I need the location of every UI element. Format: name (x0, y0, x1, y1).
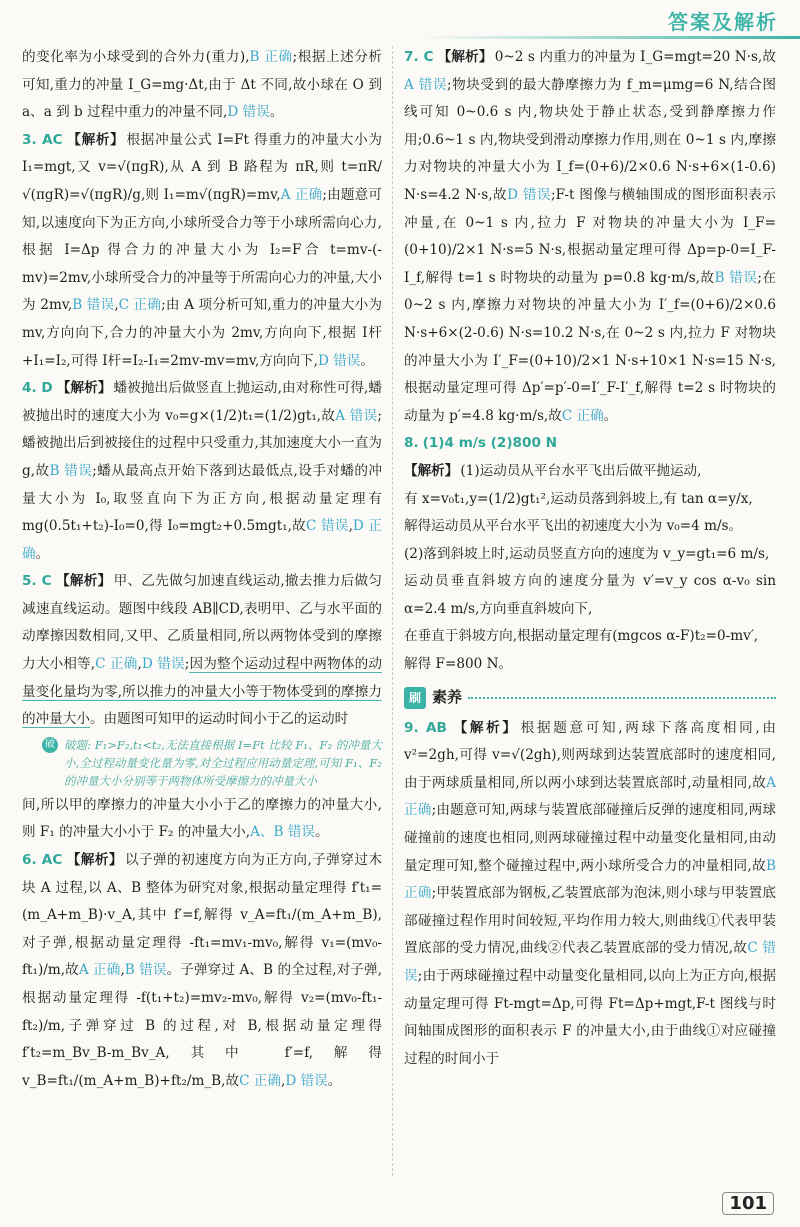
tip-icon: 破 (42, 737, 58, 753)
verdict-wrong: D 错误 (141, 656, 185, 673)
text: , (114, 297, 119, 314)
verdict-correct: C 正确 (118, 297, 162, 314)
text: 。 (360, 352, 374, 369)
answer-q7 (404, 44, 776, 430)
verdict-wrong: D 错误 (227, 104, 270, 121)
verdict-correct: C 正确 (239, 1072, 281, 1089)
text: 间,所以甲的摩擦力的冲量大小小于乙的摩擦力的冲量大小,则 F₁ 的冲量大小小于 F₂ 的冲量大小, (22, 796, 382, 841)
analysis-line: 运动员垂直斜坡方向的速度分量为 v′=v_y cos α-v₀ sin α=2.4 m/s,方向垂直斜坡向下, (404, 573, 776, 617)
text: 。 (603, 407, 618, 424)
text: 。子弹穿过 A、B 的全过程,对子弹,根据动量定理得 -f(t₁+t₂)=mv₂-mv₀,解得 v₂=(mv₀-ft₁-ft₂)/m,子弹穿过 B 的过程,对 B,根据动量定理得 f′t₂=m_Bv_B-m_Bv_A,其中 f′=f,解得 v_B=ft₁/(m_A+m_B)+ft₂/m_B,故 (22, 962, 383, 1089)
verdict-correct: A 正确 (78, 962, 121, 979)
verdict-correct: C 正确 (95, 656, 138, 673)
question-number: 3. AC (22, 131, 63, 148)
verdict-wrong: A 错误 (335, 407, 378, 424)
analysis-line: 在垂直于斜坡方向,根据动量定理有(mgcos α-F)t₂=0-mv′, (404, 628, 759, 645)
text: ;由于两球碰撞过程中动量变化量相同,以向上为正方向,根据动量定理可得 Ft-mgt=Δp,可得 Ft=Δp+mgt,F-t 图线与时间轴围成图形的面积表示 F 的冲量大小,由于曲线①对应碰撞过程的时间小于 (404, 968, 776, 1067)
verdict-wrong: B 错误 (49, 462, 93, 479)
right-column (404, 44, 776, 1073)
section-header (404, 685, 776, 711)
text: 。 (35, 545, 50, 562)
analysis-tag: 【解析】 (55, 573, 112, 590)
analysis-line: 解得运动员从平台水平飞出的初速度大小为 v₀=4 m/s。 (404, 518, 743, 535)
text: ;在 0~2 s 内,摩擦力对物块的冲量大小为 I′_f=(0+6)/2×0.6 N·s+6×(2-0.6) N·s=10.2 N·s,在 0~2 s 内,拉力 F 对物块的冲量大小为 I′_F=(0+10)/2×1 N·s+10×1 N·s=15 N·s,根据动量定理可得 Δp′=p′-0=I′_F-I′_f,解得 t=2 s 时物块的动量为 p′=4.8 kg·m/s,故 (404, 269, 776, 424)
answer-q5 (22, 568, 382, 734)
question-number: 8. (404, 435, 419, 452)
text: ;由题意可知,以速度向下为正方向,小球所受合力等于小球所需向心力,根据 I=Δp 得合力的冲量大小为 I₂=F合 t=mv-(-mv)=2mv,小球所受合力的冲量等于所需向心力的冲量,大小为 2mv, (22, 186, 382, 314)
verdict-wrong: B 错误 (124, 962, 167, 979)
verdict-wrong: B 错误 (714, 269, 758, 286)
section-title: 素养 (432, 687, 463, 706)
page-number: 101 (722, 1192, 774, 1215)
underlined-key-point: 因为整个运动过程中两物体的动量变化量均为零,所以推力的冲量大小等于物体受到的摩擦力的冲量大小 (22, 656, 382, 728)
analysis-line: 解得 F=800 N。 (404, 656, 513, 673)
verdict-wrong: D 错误 (507, 186, 551, 203)
header-rule (420, 36, 800, 39)
text: , (348, 518, 353, 535)
text: ;根据上述分析可知,重力的冲量 I_G=mg·Δt,由于 Δt 不同,故小球在 O 到 a、a 到 b 过程中重力的冲量不同, (22, 49, 382, 121)
text: 根据冲量公式 I=Ft 得重力的冲量大小为 I₁=mgt,又 v=√(πgR),从 A 到 B 路程为 πR,则 t=πR/√(πgR)=√(πgR)/g,则 I₁=m√(πgR)=mv, (22, 131, 383, 203)
text: , (280, 1072, 286, 1089)
analysis-tag: 【解析】 (66, 852, 123, 869)
text: , (137, 656, 142, 673)
text: ;由题意可知,两球与装置底部碰撞后反弹的速度相同,两球碰撞前的速度也相同,则两球碰撞过程中动量变化量相同,由动量定理可知,整个碰撞过程中,两小球所受合力的冲量相同,故 (404, 802, 776, 874)
intro-paragraph (22, 44, 382, 127)
text: 。由题图可知甲的运动时间小于乙的运动时 (89, 711, 349, 728)
answer-q5-tail (22, 792, 382, 847)
analysis-tag: 【解析】 (66, 131, 125, 148)
verdict-correct: D 正确 (22, 518, 382, 562)
text: 0~2 s 内重力的冲量为 I_G=mgt=20 N·s,故 (494, 49, 776, 65)
answer-q6 (22, 847, 382, 1095)
text: , (120, 962, 125, 979)
answer-q4 (22, 375, 382, 568)
text: 。 (327, 1072, 342, 1089)
header-title: 答案及解析 (668, 10, 778, 34)
text: ;F-t 图像与横轴围成的图形面积表示冲量,在 0~1 s 内,拉力 F 对物块的冲量大小为 I_F=(0+10)/2×1 N·s=5 N·s,根据动量定理可得 Δp=p-0=I_F-I_f,解得 t=1 s 时物块的动量为 p=0.8 kg·m/s,故 (404, 186, 776, 286)
verdict-wrong: A 错误 (404, 76, 447, 93)
verdict-correct: A 正确 (280, 186, 323, 203)
verdict-wrong: A、B 错误 (250, 824, 316, 841)
verdict-correct: C 正确 (561, 407, 604, 424)
text: 甲、乙先做匀加速直线运动,撤去推力后做匀减速直线运动。题图中线段 AB∥CD,表明甲、乙与水平面的动摩擦因数相同,又甲、乙质量相同,所以两物体受到的摩擦力大小相等, (22, 573, 382, 673)
left-column (22, 44, 382, 1095)
verdict-correct: A 正确 (404, 774, 776, 819)
question-number: 4. D (22, 380, 53, 397)
section-dotted-line (468, 697, 776, 699)
text: 根据题意可知,两球下落高度相同,由 v²=2gh,可得 v=√(2gh),则两球到达装置底部时的速度相同,由于两球质量相同,所以两小球到达装置底部时,动量相同,故 (404, 719, 776, 791)
answer-q8 (404, 430, 776, 458)
analysis-line: 有 x=v₀t₁,y=(1/2)gt₁²,运动员落到斜坡上,有 tan α=y/x, (404, 490, 753, 507)
text: ;物块受到的最大静摩擦力为 f_m=μmg=6 N,结合图线可知 0~0.6 s 内,物块处于静止状态,受到静摩擦力作用;0.6~1 s 内,物块受到滑动摩擦力作用,则在 0~1 s 内,摩擦力对物块的冲量大小为 I_f=(0+6)/2×0.6 N·s+6×(1-0.6) N·s=4.2 N·s,故 (404, 76, 777, 203)
verdict-correct: B 正确 (249, 49, 293, 65)
verdict-wrong: D 错误 (317, 352, 361, 369)
text: 。 (269, 104, 284, 121)
question-number: 9. AB (404, 719, 447, 736)
verdict-wrong: C 错误 (404, 940, 777, 984)
analysis-tag: 【解析】 (450, 719, 519, 736)
answer-q3 (22, 127, 382, 375)
text: 。 (315, 824, 329, 841)
text: 以子弹的初速度方向为正方向,子弹穿过木块 A 过程,以 A、B 整体为研究对象,根据动量定理得 f′t₁=(m_A+m_B)·v_A,其中 f′=f,解得 v_A=ft₁/(m_A+m_B),对子弹,根据动量定理得 -ft₁=mv₁-mv₀,解得 v₁=(mv₀-ft₁)/m,故 (22, 852, 383, 979)
question-number: 6. AC (22, 852, 63, 869)
text: ;甲装置底部为钢板,乙装置底部为泡沫,则小球与甲装置底部碰撞过程作用时间较短,平均作用力较大,则曲线①代表甲装置底部的受力情况,曲线②代表乙装置底部的受力情况,故 (404, 885, 776, 957)
text: ; (184, 656, 190, 673)
text: 蟠被抛出后做竖直上抛运动,由对称性可得,蟠被抛出时的速度大小为 v₀=g×(1/2)t₁=(1/2)gt₁,故 (22, 380, 382, 424)
analysis-tag: 【解析】 (56, 380, 112, 397)
tip-text: 破题: F₁>F₂,t₁<t₂,无法直接根据 I=Ft 比较 F₁、F₂ 的冲量大小,全过程动量变化量为零,对全过程应用动量定理,可知 F₁、F₂ 的冲量大小分别等于两物体所受摩擦力的冲量大小 (64, 737, 382, 788)
text: ;蟠被抛出后到被接住的过程中只受重力,其加速度大小一直为 g,故 (22, 407, 382, 479)
question-number: 7. C (404, 49, 434, 65)
text: ;蟠从最高点开始下落到达最低点,设手对蟠的冲量大小为 I₀,取竖直向下为正方向,根据动量定理有 mg(0.5t₁+t₂)-I₀=0,得 I₀=mgt₂+0.5mgt₁,故 (22, 462, 383, 535)
analysis-tag: 【解析】 (437, 49, 493, 65)
analysis-tag: 【解析】 (404, 462, 459, 479)
text: ;由 A 项分析可知,重力的冲量大小为 mv,方向向下,合力的冲量大小为 2mv,方向向下,根据 I杆+I₁=I₂,可得 I杆=I₂-I₁=2mv-mv=mv,方向向下, (22, 297, 383, 369)
verdict-wrong: D 错误 (285, 1072, 328, 1089)
answer-q8-analysis (404, 458, 776, 486)
text: 的变化率为小球受到的合外力(重力), (22, 49, 250, 65)
answer-value: (1)4 m/s (2)800 N (422, 435, 558, 452)
text: (1)运动员从平台水平飞出后做平抛运动, (460, 462, 702, 479)
verdict-wrong: B 错误 (72, 297, 115, 314)
question-number: 5. C (22, 573, 52, 590)
answer-q9 (404, 715, 776, 1074)
verdict-correct: B 正确 (404, 857, 776, 902)
column-divider (392, 46, 393, 1176)
analysis-line: (2)落到斜坡上时,运动员竖直方向的速度为 v_y=gt₁=6 m/s, (404, 545, 770, 562)
section-badge: 刷 (404, 687, 426, 709)
verdict-wrong: C 错误 (306, 518, 349, 535)
tip-note (42, 736, 382, 790)
